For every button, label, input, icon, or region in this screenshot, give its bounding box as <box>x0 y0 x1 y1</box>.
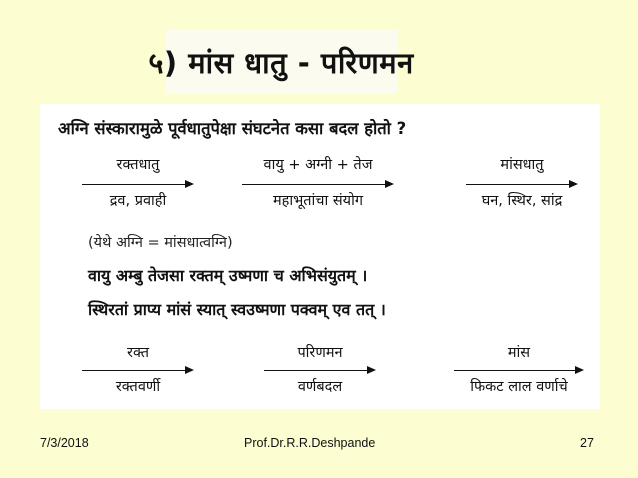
arrow-top-label: रक्त <box>127 345 149 361</box>
arrow-head-icon <box>185 366 194 374</box>
arrow-mamsadhatu <box>466 154 578 210</box>
arrow-top-label: मांसधातु <box>500 157 544 173</box>
agni-note: (येथे अग्नि = मांसधात्वग्नि) <box>88 235 233 251</box>
arrow-bottom-label: द्रव, प्रवाही <box>109 193 167 209</box>
arrow-head-icon <box>575 366 584 374</box>
footer-author: Prof.Dr.R.R.Deshpande <box>244 436 376 450</box>
verse-line-2: स्थिरतां प्राप्य मांसं स्यात् स्वउष्मणा पक्वम् एव तत् । <box>88 300 386 319</box>
slide-title-box <box>148 30 414 94</box>
arrow-raktadhatu <box>82 154 194 210</box>
arrow-line <box>466 184 570 185</box>
question-text: अग्नि संस्कारामुळे पूर्वधातुपेक्षा संघटनेत कसा बदल होतो ? <box>58 119 407 138</box>
arrow-line <box>454 370 576 371</box>
arrow-parinaman <box>264 342 376 398</box>
arrow-line <box>82 184 186 185</box>
arrow-line <box>242 184 386 185</box>
footer-date: 7/3/2018 <box>40 436 89 450</box>
arrow-head-icon <box>569 180 578 188</box>
arrow-bottom-label: रक्तवर्णी <box>115 379 161 395</box>
arrow-head-icon <box>367 366 376 374</box>
arrow-head-icon <box>185 180 194 188</box>
arrow-bottom-label: फिकट लाल वर्णाचे <box>470 379 568 395</box>
arrow-top-label: परिणमन <box>297 345 343 361</box>
slide-title: ५) मांस धातु - परिणमन <box>148 45 414 80</box>
arrow-mahabhuta <box>242 154 394 210</box>
arrow-bottom-label: घन, स्थिर, सांद्र <box>481 193 563 209</box>
arrow-line <box>82 370 186 371</box>
content-panel <box>40 104 600 409</box>
arrow-rakta <box>82 342 194 398</box>
arrow-bottom-label: महाभूतांचा संयोग <box>272 193 364 209</box>
footer-page-number: 27 <box>580 436 594 450</box>
arrow-bottom-label: वर्णबदल <box>297 379 343 395</box>
arrow-top-label: मांस <box>507 345 531 361</box>
arrow-top-label: रक्तधातु <box>116 157 160 173</box>
arrow-top-label: वायु + अग्नी + तेज <box>263 157 373 173</box>
arrow-mamsa <box>454 342 584 398</box>
arrow-head-icon <box>385 180 394 188</box>
arrow-line <box>264 370 368 371</box>
verse-line-1: वायु अम्बु तेजसा रक्तम् उष्मणा च अभिसंयुतम् । <box>88 266 368 285</box>
